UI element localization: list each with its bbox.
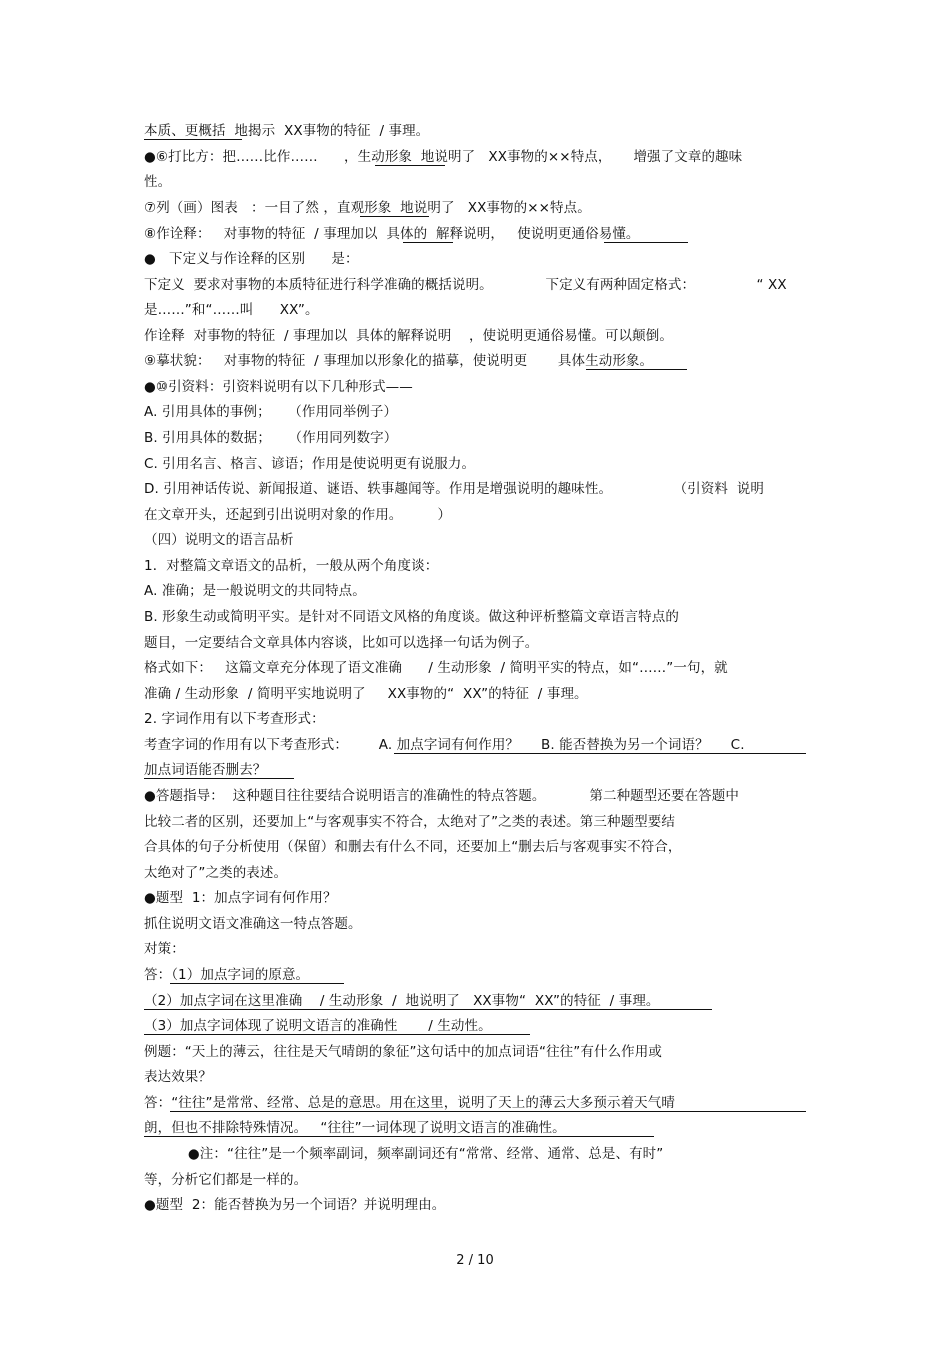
text-line: 在文章开头，还起到引出说明对象的作用。 ）	[144, 507, 452, 523]
text-line: ●⑥打比方：把……比作…… ，生动形象 地说明了 XX事物的××特点， 增强了文章的趣味	[144, 149, 743, 165]
text-line: 格式如下： 这篇文章充分体现了语文准确 / 生动形象 / 简明平实的特点，如“……”一句，就	[144, 660, 728, 676]
underline-rule	[170, 1111, 806, 1112]
underline-rule	[144, 778, 294, 779]
underline-rule	[375, 165, 445, 166]
text-line: 题目，一定要结合文章具体内容谈，比如可以选择一句话为例子。	[144, 635, 539, 651]
text-line: 等，分析它们都是一样的。	[144, 1172, 308, 1188]
text-line: 本质、更概括 地揭示 XX事物的特征 / 事理。	[144, 123, 430, 139]
section-heading: （四）说明文的语言品析	[144, 532, 294, 548]
text-line: 答：“往往”是常常、经常、总是的意思。用在这里，说明了天上的薄云大多预示着天气晴	[144, 1095, 675, 1111]
text-line: 2. 字词作用有以下考查形式：	[144, 711, 325, 727]
text-line: 加点词语能否删去？	[144, 762, 267, 778]
text-line: ⑧作诠释： 对事物的特征 / 事理加以 具体的 解释说明， 使说明更通俗易懂。	[144, 226, 640, 242]
text-line: 表达效果？	[144, 1069, 212, 1085]
page-number: 2 / 10	[456, 1253, 494, 1268]
underline-rule	[604, 242, 688, 243]
text-line: （3）加点字词体现了说明文语言的准确性 / 生动性。	[144, 1018, 492, 1034]
text-line: 考查字词的作用有以下考查形式： A. 加点字词有何作用？ B. 能否替换为另一个词语？ C.	[144, 737, 745, 753]
underline-rule	[144, 1009, 712, 1010]
text-line: ●题型 1：加点字词有何作用？	[144, 890, 337, 906]
text-line: C. 引用名言、格言、谚语；作用是使说明更有说服力。	[144, 456, 476, 472]
text-line: 抓住说明文语文准确这一特点答题。	[144, 916, 362, 932]
text-line: ⑨摹状貌： 对事物的特征 / 事理加以形象化的描摹，使说明更 具体生动形象。	[144, 353, 654, 369]
text-line: 是……”和“……叫 XX”。	[144, 302, 319, 318]
underline-rule	[144, 1034, 530, 1035]
text-line: 答：（1）加点字词的原意。	[144, 967, 310, 983]
underline-rule	[360, 216, 429, 217]
text-line: 例题：“天上的薄云，往往是天气晴朗的象征”这句话中的加点词语“往往”有什么作用或	[144, 1044, 662, 1060]
text-line: 准确 / 生动形象 / 简明平实地说明了 XX事物的“ XX”的特征 / 事理。	[144, 686, 588, 702]
underline-rule	[144, 1136, 654, 1137]
underline-rule	[144, 139, 242, 140]
underline-rule	[586, 369, 687, 370]
text-line: 下定义 要求对事物的本质特征进行科学准确的概括说明。 下定义有两种固定格式： “ XX	[144, 277, 787, 293]
text-line: ⑦列（画）图表 ：一目了然 ，直观形象 地说明了 XX事物的××特点。	[144, 200, 591, 216]
text-line: ●答题指导： 这种题目往往要结合说明语言的准确性的特点答题。 第二种题型还要在答题中	[144, 788, 739, 804]
text-line: 作诠释 对事物的特征 / 事理加以 具体的解释说明 ，使说明更通俗易懂。可以颠倒。	[144, 328, 673, 344]
text-line: A. 准确；是一般说明文的共同特点。	[144, 583, 366, 599]
text-line: ●⑩引资料：引资料说明有以下几种形式——	[144, 379, 413, 395]
text-line: 比较二者的区别，还要加上“与客观事实不符合，太绝对了”之类的表述。第三种题型要结	[144, 814, 675, 830]
text-line: 对策：	[144, 941, 185, 957]
underline-rule	[170, 983, 344, 984]
text-line: D. 引用神话传说、新闻报道、谜语、轶事趣闻等。作用是增强说明的趣味性。 （引资料 说明	[144, 481, 764, 497]
text-line: B. 形象生动或简明平实。是针对不同语文风格的角度谈。做这种评析整篇文章语言特点的	[144, 609, 679, 625]
text-line: 太绝对了”之类的表述。	[144, 865, 288, 881]
text-line: （2）加点字词在这里准确 / 生动形象 / 地说明了 XX事物“ XX”的特征 / 事理。	[144, 993, 660, 1009]
text-line: 朗，但也不排除特殊情况。 “往往”一词体现了说明文语言的准确性。	[144, 1120, 566, 1136]
text-line: A. 引用具体的事例； （作用同举例子）	[144, 404, 398, 420]
text-line: ●注：“往往”是一个频率副词，频率副词还有“常常、经常、通常、总是、有时”	[144, 1146, 664, 1162]
underline-rule	[394, 753, 806, 754]
text-line: B. 引用具体的数据； （作用同列数字）	[144, 430, 398, 446]
text-line: 1．对整篇文章语文的品析，一般从两个角度谈：	[144, 558, 439, 574]
text-line: 合具体的句子分析使用（保留）和删去有什么不同，还要加上“删去后与客观事实不符合，	[144, 839, 682, 855]
underline-rule	[403, 242, 453, 243]
text-line: 性。	[144, 174, 172, 190]
text-line: ●题型 2：能否替换为另一个词语？并说明理由。	[144, 1197, 446, 1213]
text-line: ● 下定义与作诠释的区别 是：	[144, 251, 359, 267]
